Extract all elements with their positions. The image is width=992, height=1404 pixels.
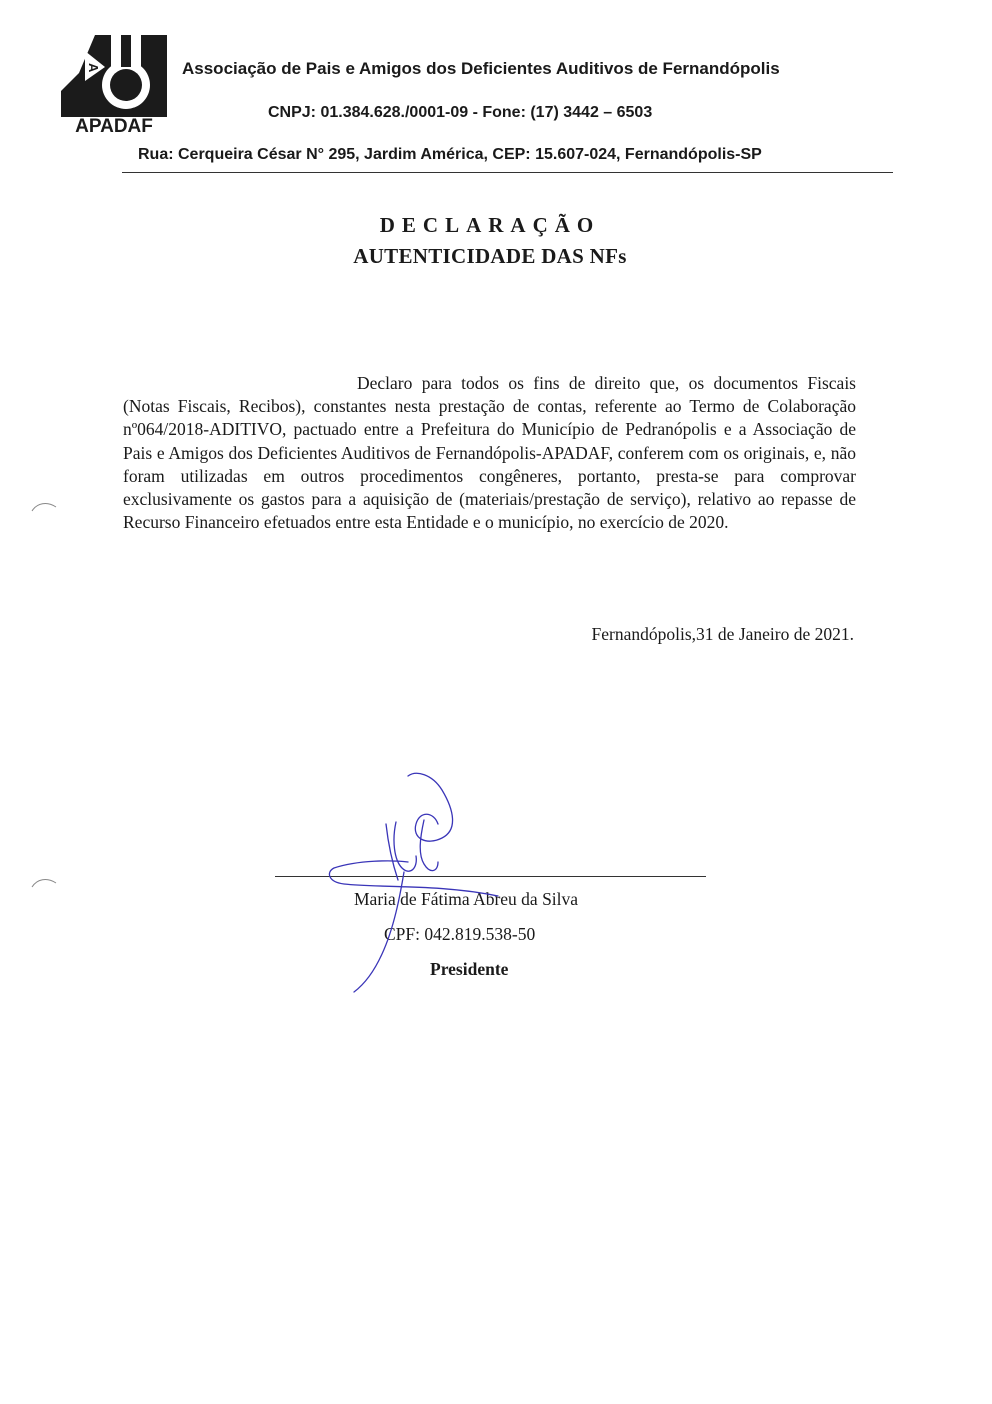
declaration-body: Declaro para todos os fins de direito que, os documentos Fiscais (Notas Fiscais, Recibos), constantes nesta prestação de contas, referente ao Termo de Colaboração nº064/2018-ADITIVO, pactuado entre a Prefeitura do Município de Pedranópolis e a Associação de Pais e Amigos dos Deficientes Auditivos de Fernandópolis-APADAF, conferem com os originais, e, não foram utilizadas em outros procedimentos congêneres, portanto, presta-se para comprovar exclusivamente os gastos para a aquisição de (materiais/prestação de serviço), relativo ao repasse de Recurso Financeiro efetuados entre esta Entidade e o município, no exercício de 2020. — [123, 373, 856, 533]
document-subtitle: AUTENTICIDADE DAS NFs — [353, 244, 627, 268]
logo-emblem — [55, 33, 173, 135]
punch-mark — [31, 499, 57, 513]
organization-name: Associação de Pais e Amigos dos Deficientes Auditivos de Fernandópolis — [182, 59, 780, 78]
header-divider — [122, 172, 893, 173]
signer-role: Presidente — [430, 959, 509, 979]
cnpj-phone: CNPJ: 01.384.628./0001-09 - Fone: (17) 3442 – 6503 — [268, 104, 653, 121]
place-date: Fernandópolis,31 de Janeiro de 2021. — [591, 624, 854, 644]
signer-cpf: CPF: 042.819.538-50 — [384, 924, 536, 944]
punch-mark — [31, 875, 57, 889]
document-title: DECLARAÇÃO — [379, 213, 601, 237]
logo-text: APADAF — [75, 116, 153, 135]
address: Rua: Cerqueira César N° 295, Jardim América, CEP: 15.607-024, Fernandópolis-SP — [138, 146, 762, 163]
signer-name: Maria de Fátima Abreu da Silva — [354, 889, 579, 909]
logo-monogram: A — [86, 63, 101, 73]
signature-line — [275, 876, 706, 877]
apadaf-logo — [55, 33, 173, 135]
